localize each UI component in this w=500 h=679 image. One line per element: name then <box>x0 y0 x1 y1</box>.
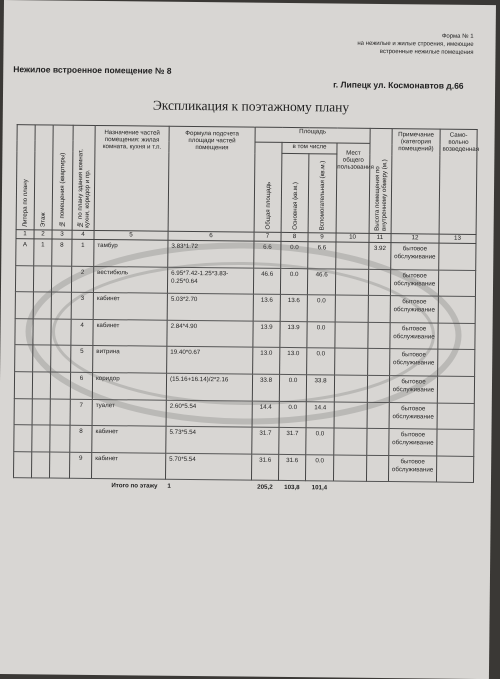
cell-total: 13.6 <box>253 294 280 321</box>
cell-note: бытовое обслуживание <box>391 243 439 270</box>
cell-formula: 5.03*2.70 <box>167 293 253 320</box>
cell-total: 6.6 <box>254 241 281 268</box>
cell-note: бытовое обслуживание <box>390 322 438 349</box>
cell-total: 14.4 <box>252 401 279 428</box>
cell-name: кабинет <box>93 293 167 320</box>
cell-no: 5 <box>71 346 93 373</box>
cell-apt <box>50 425 70 452</box>
cell-note: бытовое обслуживание <box>390 349 438 376</box>
cell-unauthorized <box>437 429 474 456</box>
cell-height: 3.92 <box>369 242 391 269</box>
col-header-incl: в том числе <box>282 142 337 154</box>
cell-common <box>334 428 367 455</box>
form-header-line-2: на нежилые и жилые строения, имеющие <box>357 40 474 48</box>
form-header-line-3: встроенные нежилые помещения <box>379 48 474 56</box>
cell-note: бытовое обслуживание <box>389 376 437 403</box>
cell-main: 13.6 <box>280 295 307 322</box>
cell-aux: 0.0 <box>307 321 335 348</box>
cell-formula: 5.70*5.54 <box>165 453 251 480</box>
form-header-line-1: Форма № 1 <box>441 33 474 40</box>
cell-total: 46.6 <box>253 268 280 295</box>
cell-name: вестибюль <box>93 266 167 293</box>
address: г. Липецк ул. Космонавтов д.66 <box>333 79 464 91</box>
col-header-area: Площадь <box>255 127 370 143</box>
cell-aux: 46.6 <box>307 268 335 295</box>
cell-lit: А <box>16 239 34 266</box>
cell-main: 31.6 <box>278 454 305 481</box>
cell-lit <box>13 451 31 478</box>
cell-total: 13.0 <box>253 348 280 375</box>
cell-no: 9 <box>69 452 91 479</box>
cell-aux: 0.0 <box>305 454 333 481</box>
cell-unauthorized <box>436 456 473 483</box>
col-header-1: Литера по плану <box>16 125 35 230</box>
cell-note: бытовое обслуживание <box>389 429 437 456</box>
totals-main: 103,8 <box>284 484 300 492</box>
cell-formula: (15.16+16.14)/2*2.16 <box>166 373 252 400</box>
col-header-9: Вспомогательная (кв.м.) <box>308 154 337 233</box>
totals-count: 1 <box>167 483 171 491</box>
document-title: Экспликация к поэтажному плану <box>152 97 350 115</box>
totals-row <box>13 478 473 500</box>
cell-no: 6 <box>70 372 92 399</box>
col-header-3: № помещения (квартиры) <box>52 125 73 230</box>
cell-common <box>333 455 366 482</box>
cell-aux: 33.8 <box>306 375 334 402</box>
cell-height <box>367 428 389 455</box>
cell-aux: 0.0 <box>306 428 334 455</box>
cell-no: 8 <box>70 425 92 452</box>
cell-name: тамбур <box>94 239 168 266</box>
cell-floor <box>31 452 49 479</box>
cell-no: 3 <box>71 292 93 319</box>
cell-no: 1 <box>72 239 94 266</box>
cell-main: 0.0 <box>279 401 306 428</box>
cell-total: 31.6 <box>251 454 278 481</box>
cell-main: 0.0 <box>281 241 308 268</box>
cell-lit <box>14 425 32 452</box>
totals-aux: 101,4 <box>311 484 328 492</box>
cell-note: бытовое обслуживание <box>388 455 436 482</box>
col-header-11: Высота помещения по внутреннему обмеру (м.) <box>369 128 392 233</box>
cell-aux: 6.6 <box>308 242 336 269</box>
col-header-2: Этаж <box>34 125 53 230</box>
cell-main: 0.0 <box>279 374 306 401</box>
cell-total: 31.7 <box>252 427 279 454</box>
cell-aux: 14.4 <box>306 401 334 428</box>
cell-height <box>366 455 388 482</box>
totals-total: 205,2 <box>257 484 273 492</box>
cell-floor: 1 <box>34 239 52 266</box>
col-header-8: Основная (кв.м.) <box>281 153 309 232</box>
cell-main: 13.0 <box>280 348 307 375</box>
cell-main: 31.7 <box>279 428 306 455</box>
cell-name: кабинет <box>93 319 167 346</box>
cell-main: 0.0 <box>280 268 307 295</box>
col-header-5: Назначение частей помещения: жилая комната, кухня и т.п. <box>94 125 169 231</box>
cell-no: 7 <box>70 399 92 426</box>
col-header-12: Примечание (категория помещений) <box>391 129 440 234</box>
cell-aux: 0.0 <box>307 295 335 322</box>
cell-name: туалет <box>92 399 166 426</box>
cell-name: кабинет <box>92 426 166 453</box>
col-header-10: Мест общего пользования <box>336 143 370 233</box>
cell-apt: 8 <box>52 239 72 266</box>
watermark-stamp <box>18 236 470 431</box>
cell-apt <box>49 452 69 479</box>
cell-total: 13.9 <box>253 321 280 348</box>
cell-aux: 0.0 <box>307 348 335 375</box>
cell-note: бытовое обслуживание <box>390 296 438 323</box>
cell-formula: 3.83*1.72 <box>168 240 254 267</box>
col-header-7: Общая площадь <box>254 142 282 232</box>
cell-formula: 6.95*7.42-1.25*3.83-0.25*0.64 <box>167 267 253 294</box>
cell-floor <box>32 425 50 452</box>
cell-note: бытовое обслуживание <box>390 269 438 296</box>
column-number-row: 1 2 3 4 5 6 7 8 9 10 11 12 13 <box>16 230 476 244</box>
cell-total: 33.8 <box>252 374 279 401</box>
cell-main: 13.9 <box>280 321 307 348</box>
cell-name: витрина <box>93 346 167 373</box>
totals-label: Итого по этажу <box>111 482 158 490</box>
cell-formula: 2.84*4.90 <box>167 320 253 347</box>
cell-no: 4 <box>71 319 93 346</box>
cell-name: коридор <box>92 372 166 399</box>
cell-name: кабинет <box>91 452 165 479</box>
cell-note: бытовое обслуживание <box>389 402 437 429</box>
col-header-6: Формула подсчета площади частей помещения <box>168 126 255 232</box>
cell-formula: 19.40*0.67 <box>167 347 253 374</box>
cell-formula: 2.60*5.54 <box>166 400 252 427</box>
col-header-4: № по плану здания комнат, кухни, коридор и пр. <box>72 125 95 230</box>
object-name: Нежилое встроенное помещение № 8 <box>13 64 172 76</box>
cell-no: 2 <box>71 266 93 293</box>
col-header-13: Само-вольно возведенная <box>439 129 477 234</box>
cell-formula: 5.73*5.54 <box>166 426 252 453</box>
